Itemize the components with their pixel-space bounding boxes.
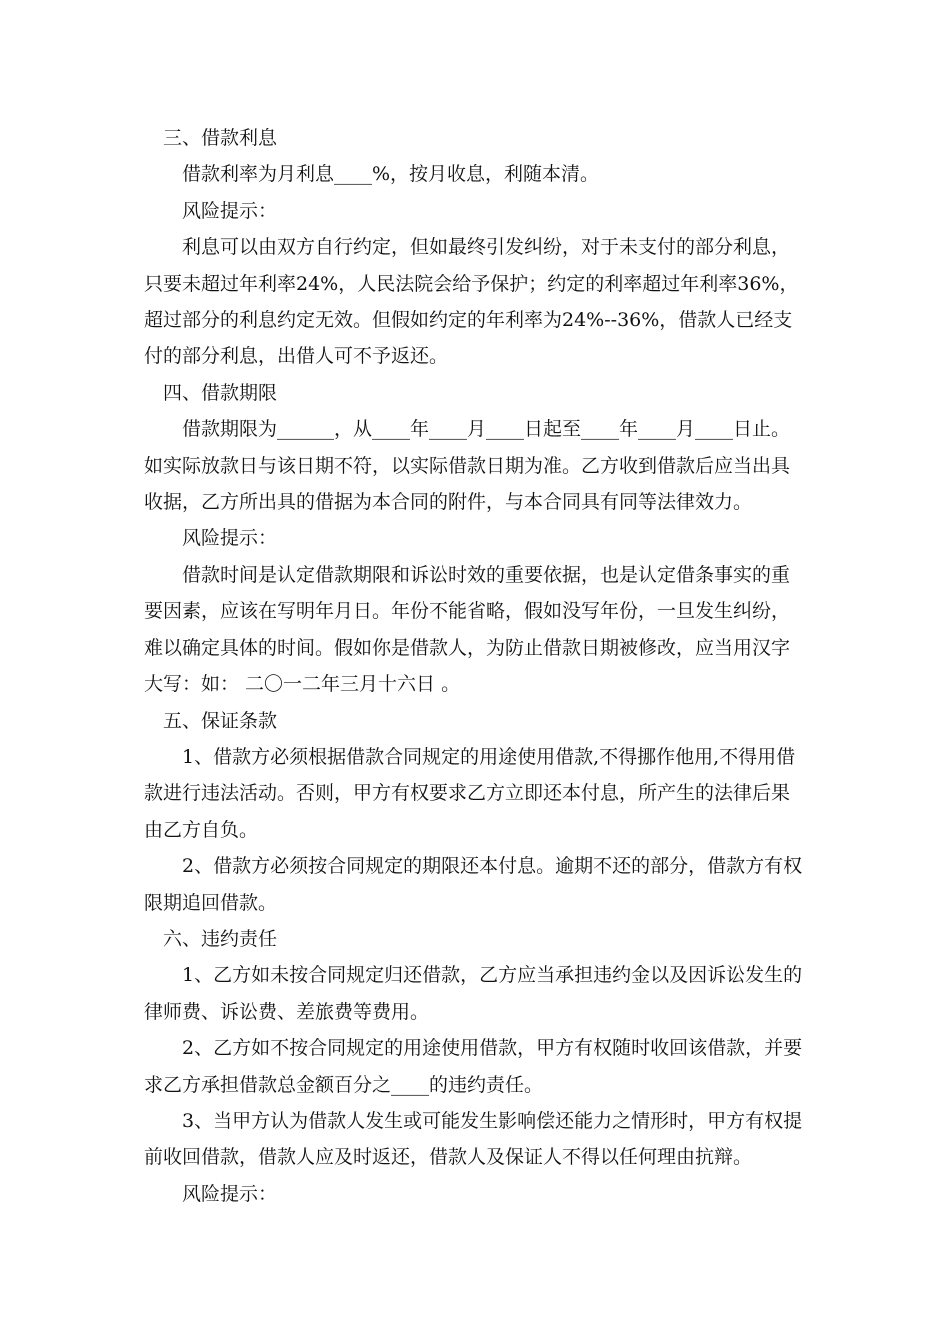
section-heading-guarantee: 五、保证条款 — [163, 709, 278, 732]
section-heading-interest: 三、借款利息 — [163, 127, 278, 149]
paragraph-term-risk: 借款时间是认定借款期限和诉讼时效的重要依据，也是认定借条事实的重要因素，应该在写明年月日。年份不能省略，假如没写年份，一旦发生纠纷，难以确定具体的时间。假如你是借款人，为防止借款日期被修改，应当用汉字大写：如： 二〇一二年三月十六日 。 — [144, 563, 791, 696]
section-heading-liability: 六、违约责任 — [163, 927, 278, 950]
paragraph-loan-term: 借款期限为______，从____年____月____日起至____年____月____日止。如实际放款日与该日期不符，以实际借款日期为准。乙方收到借款后应当出具收据，乙方所出具的借据为本合同的附件，与本合同具有同等法律效力。 — [144, 418, 791, 514]
risk-tip-label: 风险提示： — [182, 199, 278, 222]
paragraph-liability-3: 3、当甲方认为借款人发生或可能发生影响偿还能力之情形时，甲方有权提前收回借款，借款人应及时返还，借款人及保证人不得以任何理由抗辩。 — [144, 1109, 803, 1169]
risk-tip-label: 风险提示： — [182, 527, 278, 550]
paragraph-guarantee-1: 1、借款方必须根据借款合同规定的用途使用借款,不得挪作他用,不得用借款进行违法活动。否则，甲方有权要求乙方立即还本付息，所产生的法律后果由乙方自负。 — [144, 745, 796, 841]
paragraph-interest-risk: 利息可以由双方自行约定，但如最终引发纠纷，对于未支付的部分利息，只要未超过年利率24%，人民法院会给予保护；约定的利率超过年利率36%，超过部分的利息约定无效。但假如约定的年利率为24%--36%，借款人已经支付的部分利息，出借人可不予返还。 — [144, 236, 799, 368]
paragraph-interest-rate: 借款利率为月利息____%，按月收息，利随本清。 — [182, 163, 600, 186]
paragraph-liability-1: 1、乙方如未按合同规定归还借款，乙方应当承担违约金以及因诉讼发生的律师费、诉讼费、差旅费等费用。 — [144, 964, 803, 1023]
risk-tip-label: 风险提示： — [182, 1182, 278, 1205]
paragraph-liability-2: 2、乙方如不按合同规定的用途使用借款，甲方有权随时收回该借款，并要求乙方承担借款总金额百分之____的违约责任。 — [144, 1037, 803, 1096]
section-heading-term: 四、借款期限 — [163, 381, 278, 404]
document-body — [144, 120, 806, 1212]
paragraph-guarantee-2: 2、借款方必须按合同规定的期限还本付息。逾期不还的部分，借款方有权限期追回借款。 — [144, 855, 803, 914]
